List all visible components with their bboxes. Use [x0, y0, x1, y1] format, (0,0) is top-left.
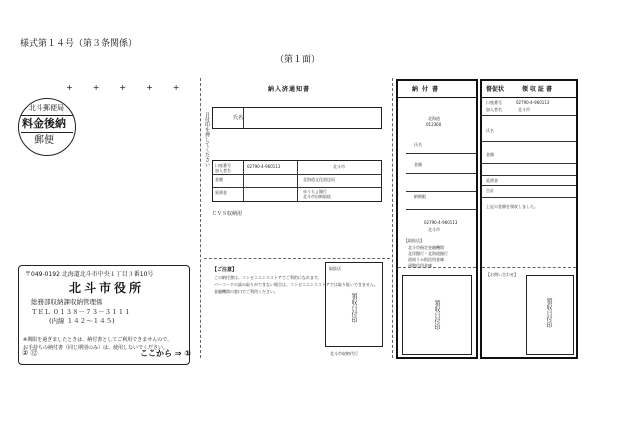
sender-address: 〒049-0192 北海道北斗市中央１丁目３番10号 [25, 271, 154, 278]
notice-bank-info2: ゆうちょ銀行 [303, 189, 327, 194]
notice-row-delay: 延滞金 [215, 190, 227, 195]
sender-department: 総務部収納課収納管理係 [31, 298, 103, 306]
sender-note2: お手持ちの納付書（同じ期別のみ）は、使用しないでください。 [23, 345, 169, 351]
registration-crosses: + + + + + [66, 83, 186, 92]
stub-code: 北斗市収納代行 [330, 351, 358, 356]
notice-bank-info1: 北海道文化放送局 [303, 177, 335, 182]
payment-bank-title: 【取扱店】 [404, 238, 424, 243]
notice-row-payee: 加入者名 [215, 168, 231, 173]
form-id: 様式第１４号（第３条関係） [20, 39, 138, 49]
payment-bank-2: 北洋銀行・北海道銀行 [408, 251, 448, 256]
notice-bank-info3: 北斗市出納取扱 [303, 194, 331, 199]
sender-tel: ＴＥＬ ０１３８－７３－３１１１ [31, 308, 131, 316]
notice-name-label: 氏名 [233, 115, 244, 121]
payment-bank-3: 道南うみ街信用金庫 [408, 257, 444, 262]
payment-section [396, 79, 478, 359]
payment-due-label: 納期限 [414, 194, 426, 199]
notice-caution-line2: バーコードの読み取りができない場合は、コンビニエンスストアでは取り扱いできません。 [214, 282, 379, 287]
receipt-memo: 【お問い合わせ】 [486, 272, 518, 277]
notice-side-note: 日付印を押してください [204, 112, 210, 167]
notice-caution-title: 【ご注意】 [212, 267, 238, 273]
postal-stamp-line2: 料金後納 [22, 117, 66, 130]
receipt-title: 領収証書 [522, 86, 555, 93]
receipt-row-account: 口座番号 [486, 100, 502, 105]
receipt-row-payee: 加入者名 [486, 107, 502, 112]
receipt-row-name: 氏名 [486, 128, 494, 133]
receipt-row-delay: 延滞金 [486, 178, 498, 183]
notice-row-amount: 金額 [215, 177, 223, 182]
receipt-note: 上記の金額を領収しました。 [486, 204, 538, 209]
notice-stub-header: 取扱店 [329, 266, 341, 271]
payment-stub-box [402, 275, 472, 355]
corner-mark: ② ⑫ [22, 349, 38, 357]
receipt-stub-box [526, 275, 574, 355]
notice-detail-box [212, 160, 382, 202]
receipt-row-amount: 金額 [486, 152, 494, 157]
receipt-stub-date-label: 領収日付印 [545, 298, 552, 328]
postal-stamp-line3: 郵便 [34, 135, 54, 146]
notice-caution-line3: 金融機関の窓口でご利用ください。 [214, 289, 278, 294]
payment-name-label: 氏名 [414, 142, 422, 147]
payment-account: 02790-4-960113 [424, 220, 458, 225]
payment-title: 納付書 [412, 86, 443, 93]
payment-payee-addr: 北海道 [428, 116, 440, 121]
notice-caution-line1: この納付書は、コンビニエンスストアでご利用になれます。 [214, 275, 322, 280]
postal-stamp [18, 98, 76, 156]
notice-row-account: 口座番号 [215, 163, 231, 168]
payment-amount-label: 金額 [414, 162, 422, 167]
receipt-subtitle: 督促状 [486, 86, 505, 93]
payment-bank-4: 函館信用金庫 [408, 263, 432, 268]
receipt-section [480, 79, 578, 359]
sender-note1: ※期限を過ぎましたときは、納付書としてご利用できませんので、 [23, 337, 173, 343]
payment-payee: 北斗市 [428, 227, 440, 232]
receipt-payee: 北斗市 [518, 107, 530, 112]
payment-stub-date-label: 領収日付印 [433, 300, 440, 330]
page-label: （第１面） [275, 55, 321, 65]
postal-stamp-line1: 北斗郵便局 [29, 104, 64, 112]
sender-office: 北斗市役所 [69, 281, 145, 295]
notice-payee: 北斗市 [333, 164, 345, 169]
sender-ext: (内線 １４２～１４５) [49, 317, 115, 325]
payment-bank-1: 北斗市指定金融機関 [408, 245, 444, 250]
payment-payee-code: 012360 [426, 122, 442, 127]
receipt-account: 02790-4-960113 [516, 100, 550, 105]
notice-account: 02790-4-960113 [247, 164, 281, 169]
cut-here-label: ここから ⇒ ① [140, 349, 192, 358]
notice-title: 納入済通知書 [268, 86, 311, 93]
receipt-row-total: 合計 [486, 188, 494, 193]
notice-stub-box [325, 262, 383, 347]
notice-name-box [212, 107, 382, 129]
notice-stub-date-label: 領収日付印 [350, 293, 357, 323]
cvs-label: ＣＶＳ収納用 [212, 211, 243, 217]
